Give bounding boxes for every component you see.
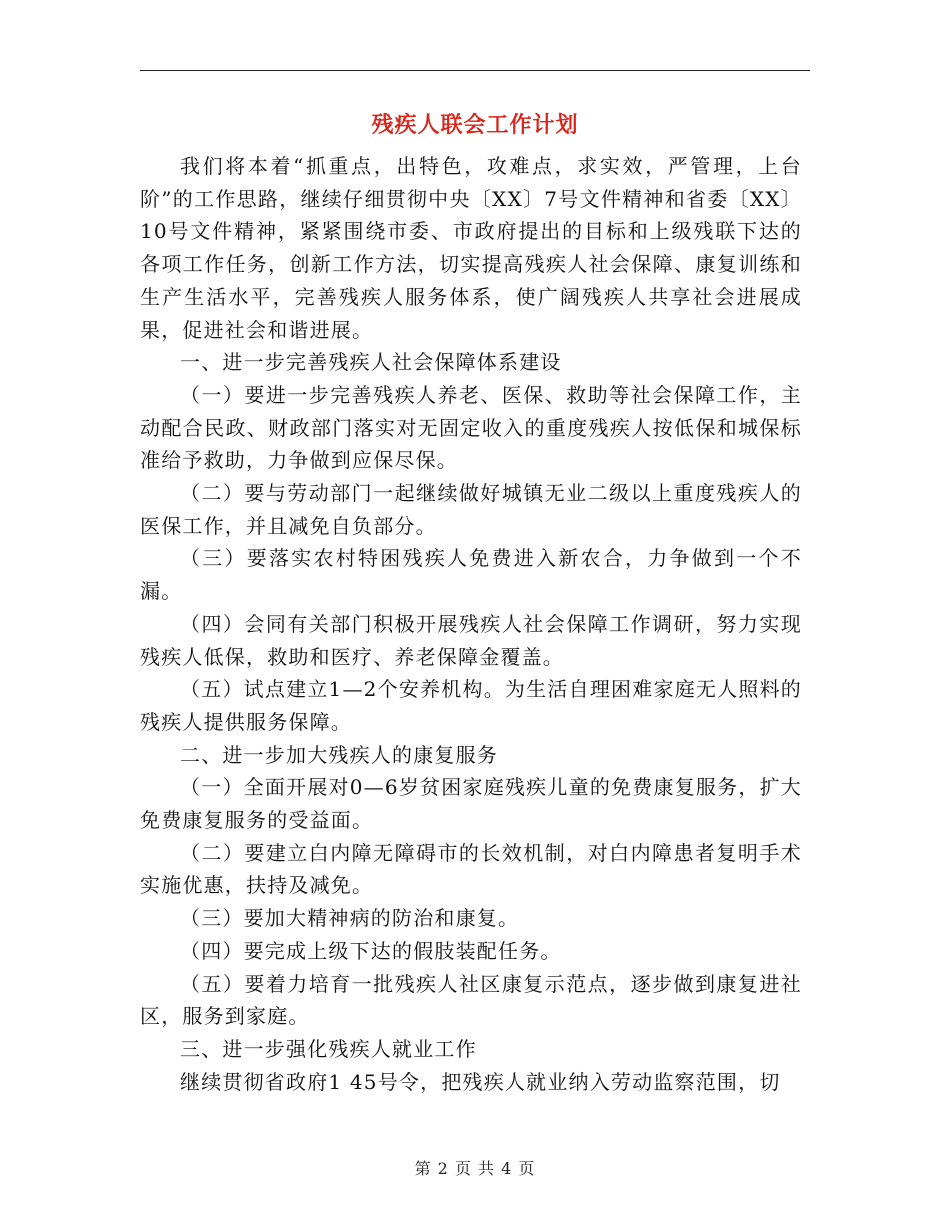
page-footer: 第 2 页 共 4 页 (414, 1159, 536, 1178)
paragraph-intro: 我们将本着“抓重点，出特色，攻难点，求实效，严管理，上台阶”的工作思路，继续仔细贯彻中央〔XX〕7号文件精神和省委〔XX〕10号文件精神，紧紧围绕市委、市政府提出的目标和上级残联下达的各项工作任务，创新工作方法，切实提高残疾人社会保障、康复训练和生产生活水平，完善残疾人服务体系，使广阔残疾人共享社会进展成果，促进社会和谐进展。 (140, 154, 802, 342)
paragraph: （一）要进一步完善残疾人养老、医保、救助等社会保障工作，主动配合民政、财政部门落实对无固定收入的重度残疾人按低保和城保标准给予救助，力争做到应保尽保。 (140, 382, 802, 473)
paragraph: 继续贯彻省政府1 45号令，把残疾人就业纳入劳动监察范围，切 (180, 1069, 781, 1094)
document-title: 残疾人联会工作计划 (371, 112, 579, 138)
section-heading-3: 三、进一步强化残疾人就业工作 (180, 1036, 477, 1061)
section-heading-1: 一、进一步完善残疾人社会保障体系建设 (180, 350, 562, 375)
paragraph: （二）要建立白内障无障碍市的长效机制，对白内障患者复明手术实施优惠，扶持及减免。 (140, 840, 802, 898)
paragraph: （五）要着力培育一批残疾人社区康复示范点，逐步做到康复进社区，服务到家庭。 (140, 971, 802, 1029)
header-rule (140, 70, 810, 71)
paragraph: （二）要与劳动部门一起继续做好城镇无业二级以上重度残疾人的医保工作，并且减免自负部分。 (140, 481, 802, 538)
paragraph: （五）试点建立1—2个安养机构。为生活自理困难家庭无人照料的残疾人提供服务保障。 (140, 677, 802, 734)
paragraph: （三）要落实农村特困残疾人免费进入新农合，力争做到一个不漏。 (140, 546, 802, 604)
paragraph: （一）全面开展对0—6岁贫困家庭残疾儿童的免费康复服务，扩大免费康复服务的受益面。 (140, 775, 802, 833)
section-heading-2: 二、进一步加大残疾人的康复服务 (180, 742, 498, 767)
paragraph: （四）要完成上级下达的假肢装配任务。 (180, 938, 562, 963)
document-body (140, 150, 802, 1098)
paragraph: （四）会同有关部门积极开展残疾人社会保障工作调研，努力实现残疾人低保，救助和医疗、养老保障金覆盖。 (140, 611, 802, 669)
paragraph: （三）要加大精神病的防治和康复。 (180, 906, 520, 931)
